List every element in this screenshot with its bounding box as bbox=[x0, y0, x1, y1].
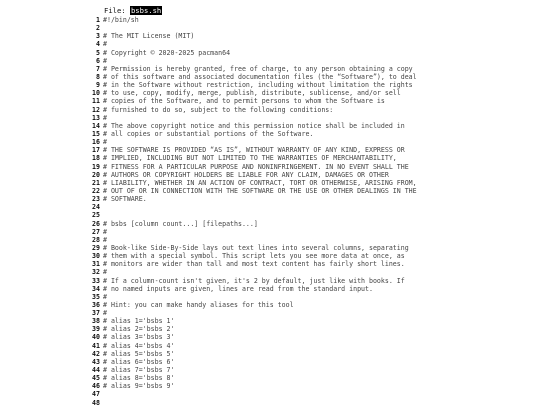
line-number: 2 bbox=[96, 24, 100, 33]
code-line bbox=[90, 236, 535, 244]
code-line bbox=[90, 106, 535, 114]
line-number: 6 bbox=[96, 56, 100, 65]
line-number: 35 bbox=[92, 292, 100, 301]
code-line bbox=[90, 163, 535, 171]
line-text bbox=[100, 24, 103, 32]
code-line bbox=[90, 277, 535, 285]
code-line bbox=[90, 171, 535, 179]
line-text: # bbox=[103, 40, 107, 49]
file-viewer bbox=[90, 6, 535, 407]
line-text: # furnished to do so, subject to the following conditions: bbox=[103, 105, 334, 114]
code-line bbox=[90, 49, 535, 57]
line-text: # alias 8='bsbs 8' bbox=[103, 374, 175, 383]
line-number: 17 bbox=[92, 146, 100, 155]
line-number: 37 bbox=[92, 309, 100, 318]
code-line bbox=[90, 285, 535, 293]
line-text: # alias 7='bsbs 7' bbox=[103, 366, 175, 375]
line-text: # LIABILITY, WHETHER IN AN ACTION OF CONTRACT, TORT OR OTHERWISE, ARISING FROM, bbox=[103, 178, 417, 187]
code-line bbox=[90, 293, 535, 301]
code-line bbox=[90, 350, 535, 358]
line-number: 45 bbox=[92, 374, 100, 383]
code-line bbox=[90, 195, 535, 203]
code-line bbox=[90, 89, 535, 97]
code-line bbox=[90, 358, 535, 366]
code-line bbox=[90, 374, 535, 382]
code-line bbox=[90, 114, 535, 122]
code-listing bbox=[90, 16, 535, 407]
code-line bbox=[90, 301, 535, 309]
line-number: 13 bbox=[92, 113, 100, 122]
line-number: 1 bbox=[96, 16, 100, 24]
line-text: # IMPLIED, INCLUDING BUT NOT LIMITED TO THE WARRANTIES OF MERCHANTABILITY, bbox=[103, 154, 397, 163]
line-number: 32 bbox=[92, 268, 100, 277]
line-text: # no named inputs are given, lines are read from the standard input. bbox=[103, 284, 373, 293]
line-number: 24 bbox=[92, 203, 100, 212]
line-number: 29 bbox=[92, 243, 100, 252]
code-line bbox=[90, 211, 535, 219]
line-number: 36 bbox=[92, 300, 100, 309]
code-line bbox=[90, 24, 535, 32]
code-line bbox=[90, 203, 535, 211]
file-label: File: bbox=[104, 6, 126, 15]
line-number: 18 bbox=[92, 154, 100, 163]
line-text: # bbox=[103, 56, 107, 65]
line-text: # of this software and associated documentation files (the “Software”), to deal bbox=[103, 72, 417, 81]
line-text: # bbox=[103, 138, 107, 147]
line-number: 19 bbox=[92, 162, 100, 171]
line-number: 7 bbox=[96, 64, 100, 73]
code-line bbox=[90, 309, 535, 317]
code-line bbox=[90, 252, 535, 260]
line-number: 9 bbox=[96, 81, 100, 90]
line-number: 31 bbox=[92, 260, 100, 269]
code-line bbox=[90, 73, 535, 81]
line-text bbox=[100, 211, 103, 219]
line-number: 25 bbox=[92, 211, 100, 220]
line-number: 42 bbox=[92, 349, 100, 358]
line-text: # to use, copy, modify, merge, publish, distribute, sublicense, and/or sell bbox=[103, 89, 401, 98]
line-text: # bsbs [column count...] [filepaths...] bbox=[103, 219, 258, 228]
line-text: # all copies or substantial portions of the Software. bbox=[103, 129, 314, 138]
line-text: # bbox=[103, 309, 107, 318]
line-text: # monitors are wider than tall and most text content has fairly short lines. bbox=[103, 260, 405, 269]
line-number: 23 bbox=[92, 195, 100, 204]
file-name[interactable]: bsbs.sh bbox=[130, 6, 162, 15]
line-text: # them with a special symbol. This script lets you see more data at once, as bbox=[103, 252, 405, 261]
line-number: 30 bbox=[92, 252, 100, 261]
line-number: 47 bbox=[92, 390, 100, 399]
line-text: # alias 4='bsbs 4' bbox=[103, 341, 175, 350]
code-line bbox=[90, 333, 535, 341]
line-number: 43 bbox=[92, 357, 100, 366]
line-number: 4 bbox=[96, 40, 100, 49]
line-text: # alias 6='bsbs 6' bbox=[103, 357, 175, 366]
line-text: # SOFTWARE. bbox=[103, 195, 147, 204]
line-number: 41 bbox=[92, 341, 100, 350]
line-number: 38 bbox=[92, 317, 100, 326]
line-number: 44 bbox=[92, 366, 100, 375]
line-text: # Permission is hereby granted, free of charge, to any person obtaining a copy bbox=[103, 64, 413, 73]
code-line bbox=[90, 16, 535, 24]
code-line bbox=[90, 32, 535, 40]
line-number: 39 bbox=[92, 325, 100, 334]
line-number: 22 bbox=[92, 186, 100, 195]
code-line bbox=[90, 317, 535, 325]
line-text: # The MIT License (MIT) bbox=[103, 32, 195, 41]
code-line bbox=[90, 81, 535, 89]
line-number: 28 bbox=[92, 235, 100, 244]
file-header bbox=[90, 6, 535, 16]
line-text: # bbox=[103, 292, 107, 301]
line-text: # AUTHORS OR COPYRIGHT HOLDERS BE LIABLE FOR ANY CLAIM, DAMAGES OR OTHER bbox=[103, 170, 389, 179]
line-text: # alias 3='bsbs 3' bbox=[103, 333, 175, 342]
line-text: # If a column-count isn't given, it's 2 by default, just like with books. If bbox=[103, 276, 405, 285]
line-text: # FITNESS FOR A PARTICULAR PURPOSE AND NONINFRINGEMENT. IN NO EVENT SHALL THE bbox=[103, 162, 409, 171]
line-text: # Copyright © 2020-2025 pacman64 bbox=[103, 48, 231, 57]
line-text: # OUT OF OR IN CONNECTION WITH THE SOFTWARE OR THE USE OR OTHER DEALINGS IN THE bbox=[103, 186, 417, 195]
code-line bbox=[90, 342, 535, 350]
line-text: # in the Software without restriction, including without limitation the rights bbox=[103, 81, 413, 90]
line-number: 21 bbox=[92, 178, 100, 187]
code-line bbox=[90, 228, 535, 236]
line-text bbox=[100, 390, 103, 398]
line-text: # The above copyright notice and this permission notice shall be included in bbox=[103, 121, 405, 130]
code-line bbox=[90, 65, 535, 73]
code-line bbox=[90, 187, 535, 195]
code-line bbox=[90, 130, 535, 138]
line-number: 40 bbox=[92, 333, 100, 342]
code-line bbox=[90, 57, 535, 65]
code-line bbox=[90, 40, 535, 48]
code-line bbox=[90, 325, 535, 333]
line-text bbox=[100, 399, 103, 407]
line-number: 46 bbox=[92, 382, 100, 391]
line-number: 12 bbox=[92, 105, 100, 114]
line-number: 15 bbox=[92, 129, 100, 138]
line-number: 3 bbox=[96, 32, 100, 41]
line-text: # Hint: you can make handy aliases for this tool bbox=[103, 300, 294, 309]
line-text: # alias 1='bsbs 1' bbox=[103, 317, 175, 326]
line-text: # alias 5='bsbs 5' bbox=[103, 349, 175, 358]
line-text: # Book-like Side-By-Side lays out text lines into several columns, separating bbox=[103, 243, 409, 252]
line-text: # alias 2='bsbs 2' bbox=[103, 325, 175, 334]
code-line bbox=[90, 244, 535, 252]
line-text: # alias 9='bsbs 9' bbox=[103, 382, 175, 391]
line-text: #!/bin/sh bbox=[103, 16, 139, 24]
code-line bbox=[90, 179, 535, 187]
code-line bbox=[90, 97, 535, 105]
code-line bbox=[90, 146, 535, 154]
line-text: # bbox=[103, 268, 107, 277]
line-text: # bbox=[103, 227, 107, 236]
line-number: 5 bbox=[96, 48, 100, 57]
line-number: 27 bbox=[92, 227, 100, 236]
line-text: # bbox=[103, 235, 107, 244]
line-number: 11 bbox=[92, 97, 100, 106]
code-line bbox=[90, 268, 535, 276]
code-line bbox=[90, 260, 535, 268]
line-number: 34 bbox=[92, 284, 100, 293]
line-number: 33 bbox=[92, 276, 100, 285]
line-text: # copies of the Software, and to permit persons to whom the Software is bbox=[103, 97, 385, 106]
line-number: 10 bbox=[92, 89, 100, 98]
line-number: 8 bbox=[96, 72, 100, 81]
code-line bbox=[90, 366, 535, 374]
line-number: 26 bbox=[92, 219, 100, 228]
code-line bbox=[90, 390, 535, 398]
line-number: 48 bbox=[92, 398, 100, 407]
line-text: # THE SOFTWARE IS PROVIDED “AS IS”, WITHOUT WARRANTY OF ANY KIND, EXPRESS OR bbox=[103, 146, 405, 155]
code-line bbox=[90, 382, 535, 390]
line-number: 20 bbox=[92, 170, 100, 179]
code-line bbox=[90, 399, 535, 407]
line-number: 14 bbox=[92, 121, 100, 130]
line-text bbox=[100, 203, 103, 211]
code-line bbox=[90, 138, 535, 146]
code-line bbox=[90, 154, 535, 162]
line-text: # bbox=[103, 113, 107, 122]
code-line bbox=[90, 220, 535, 228]
code-line bbox=[90, 122, 535, 130]
line-number: 16 bbox=[92, 138, 100, 147]
